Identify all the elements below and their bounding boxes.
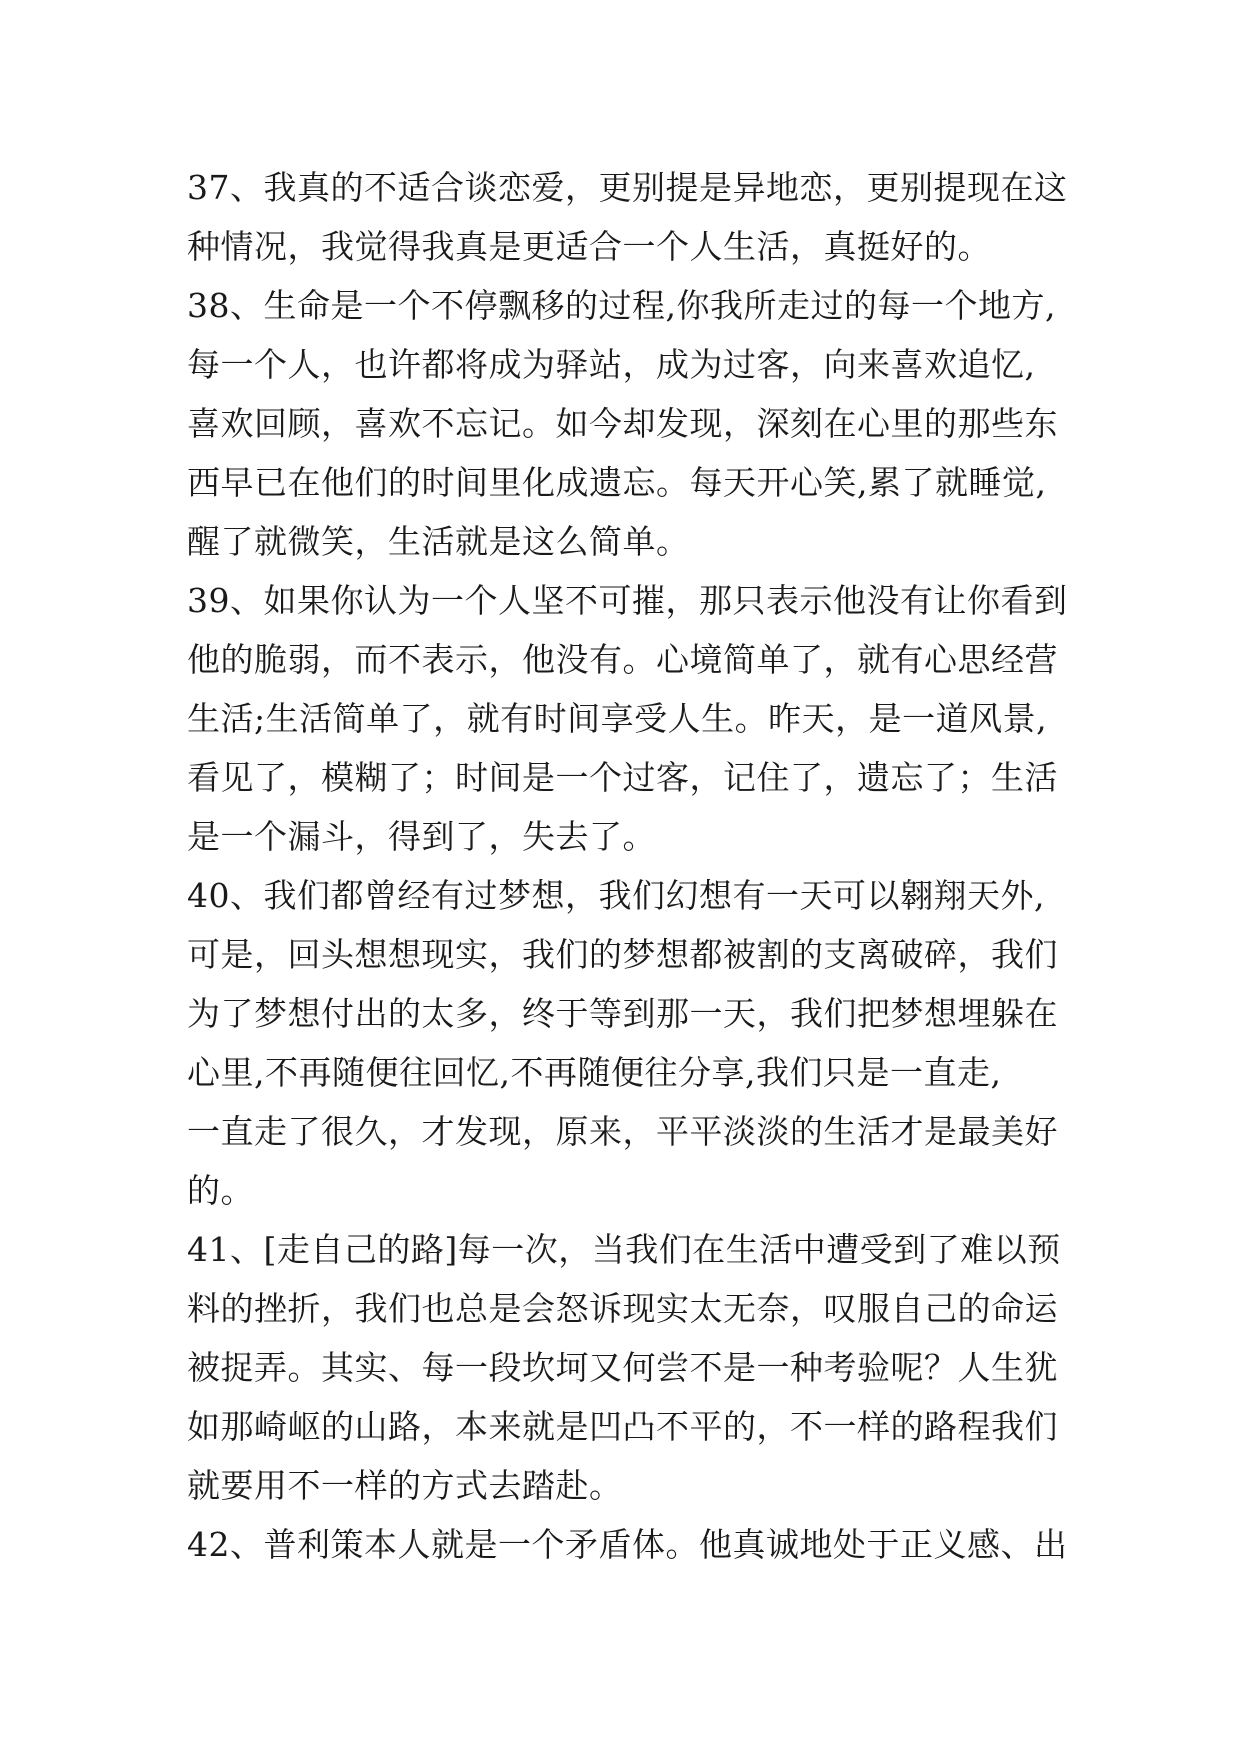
text-line: 就要用不一样的方式去踏赴。: [187, 1466, 623, 1505]
text-line: 38、生命是一个不停飘移的过程,你我所走过的每一个地方,: [187, 286, 1056, 325]
text-line: 如那崎岖的山路，本来就是凹凸不平的，不一样的路程我们: [187, 1407, 1058, 1446]
text-line: 料的挫折，我们也总是会怒诉现实太无奈，叹服自己的命运: [187, 1289, 1058, 1328]
text-line: 41、[走自己的路]每一次，当我们在生活中遭受到了难以预: [187, 1230, 1061, 1269]
text-line: 为了梦想付出的太多，终于等到那一天，我们把梦想埋躲在: [187, 994, 1058, 1033]
text-line: 西早已在他们的时间里化成遗忘。每天开心笑,累了就睡觉,: [187, 463, 1047, 502]
text-line: 被捉弄。其实、每一段坎坷又何尝不是一种考验呢？人生犹: [187, 1348, 1058, 1387]
text-line: 他的脆弱，而不表示，他没有。心境简单了，就有心思经营: [187, 640, 1058, 679]
text-line: 每一个人，也许都将成为驿站，成为过客，向来喜欢追忆,: [187, 345, 1036, 384]
text-line: 42、普利策本人就是一个矛盾体。他真诚地处于正义感、出: [187, 1525, 1068, 1564]
text-line: 40、我们都曾经有过梦想，我们幻想有一天可以翱翔天外,: [187, 876, 1045, 915]
text-line: 可是，回头想想现实，我们的梦想都被割的支离破碎，我们: [187, 935, 1058, 974]
text-line: 生活;生活简单了，就有时间享受人生。昨天，是一道风景,: [187, 699, 1048, 738]
text-line: 37、我真的不适合谈恋爱，更别提是异地恋，更别提现在这: [187, 168, 1068, 207]
text-line: 看见了，模糊了；时间是一个过客，记住了，遗忘了；生活: [187, 758, 1058, 797]
text-line: 一直走了很久，才发现，原来，平平淡淡的生活才是最美好: [187, 1112, 1058, 1151]
text-line: 种情况，我觉得我真是更适合一个人生活，真挺好的。: [187, 227, 991, 266]
text-line: 喜欢回顾，喜欢不忘记。如今却发现，深刻在心里的那些东: [187, 404, 1058, 443]
text-line: 心里,不再随便往回忆,不再随便往分享,我们只是一直走,: [187, 1053, 1002, 1092]
text-line: 醒了就微笑，生活就是这么简单。: [187, 522, 690, 561]
document-body: [187, 158, 1068, 1574]
text-line: 的。: [187, 1171, 254, 1210]
text-line: 是一个漏斗，得到了，失去了。: [187, 817, 656, 856]
text-line: 39、如果你认为一个人坚不可摧，那只表示他没有让你看到: [187, 581, 1068, 620]
